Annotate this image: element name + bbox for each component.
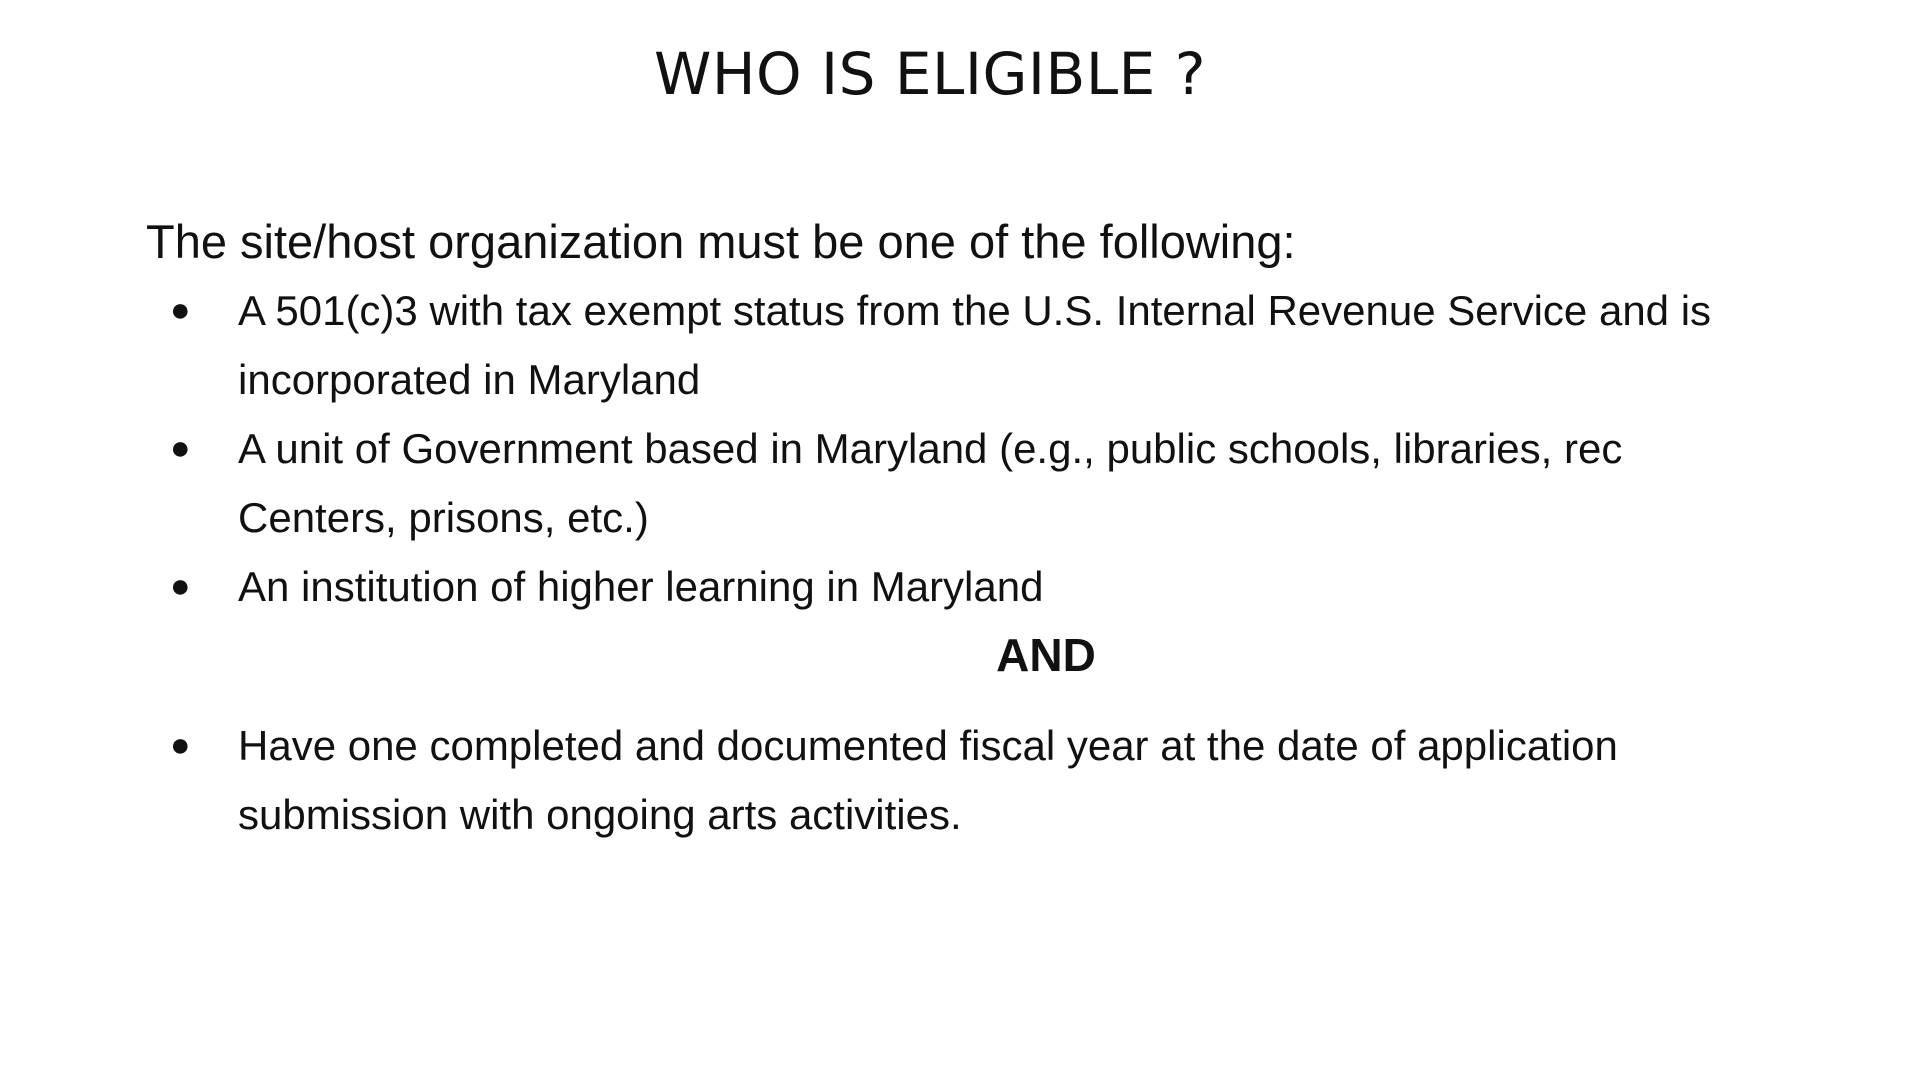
list-item-text: An institution of higher learning in Maryland [238, 563, 1044, 610]
list-item [146, 414, 1786, 552]
bullet-icon: ● [170, 726, 191, 764]
intro-text: The site/host organization must be one of the following: [146, 215, 1296, 268]
requirement-list [146, 711, 1786, 849]
list-item-text: A unit of Government based in Maryland (e.g., public schools, libraries, rec Centers, prisons, etc.) [238, 425, 1623, 541]
list-item [146, 276, 1786, 414]
and-connector: AND [996, 629, 1096, 681]
list-item-text: Have one completed and documented fiscal year at the date of application submission with ongoing arts activities. [238, 722, 1618, 838]
list-item [146, 552, 1786, 621]
list-item [146, 711, 1786, 849]
list-item-text: A 501(c)3 with tax exempt status from the U.S. Internal Revenue Service and is incorporated in Maryland [238, 287, 1712, 403]
bullet-icon: ● [170, 291, 191, 329]
bullet-icon: ● [170, 429, 191, 467]
slide-content [146, 208, 1786, 849]
slide-title: WHO IS ELIGIBLE ? [654, 40, 1206, 108]
bullet-icon: ● [170, 567, 191, 605]
eligibility-list [146, 276, 1786, 621]
